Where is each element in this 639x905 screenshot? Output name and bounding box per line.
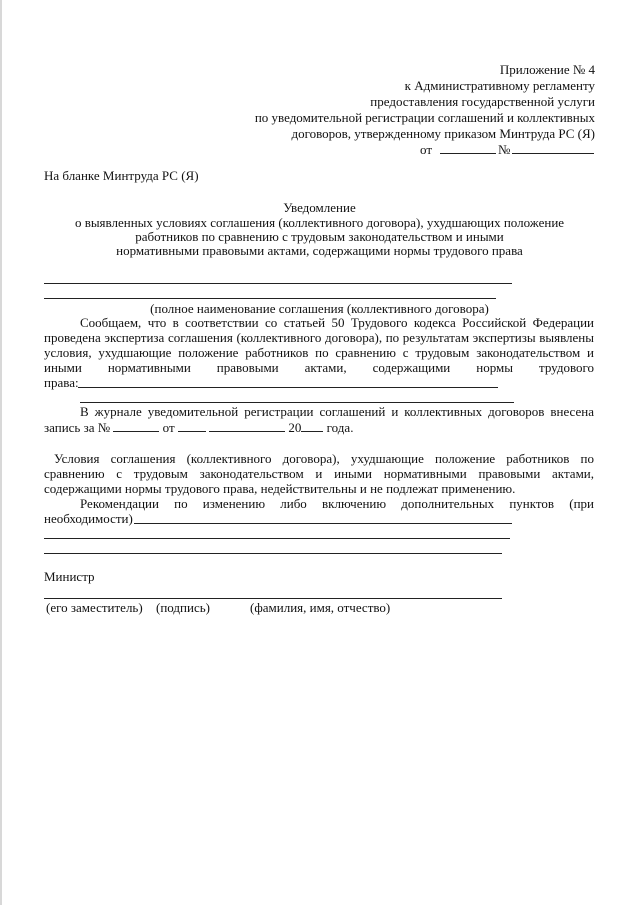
conditions-blank-2 — [80, 402, 514, 403]
para1-line-3: условия, ухудшающие положение работников по сравнению с трудовым законодательством и — [44, 345, 594, 360]
para3-line-1: Условия соглашения (коллективного договора), ухудшающие положение работников по — [54, 451, 594, 466]
record-number-blank — [113, 420, 159, 432]
header-appendix-number: Приложение № 4 — [499, 62, 595, 77]
notice-subtitle-2: работников по сравнению с трудовым законодательством и иными — [135, 229, 504, 244]
agreement-name-line-2 — [44, 298, 496, 299]
recommendations-blank-3 — [44, 553, 502, 554]
agreement-name-line-1 — [44, 283, 512, 284]
notice-subtitle-3: нормативными правовыми актами, содержащими нормы трудового права — [116, 243, 523, 258]
para2-line-1: В журнале уведомительной регистрации соглашений и коллективных договоров внесена — [80, 404, 594, 419]
header-number-label: № — [498, 142, 511, 157]
header-number-blank — [512, 153, 594, 154]
signature-line — [44, 598, 502, 599]
para3-line-2: сравнению с трудовым законодательством и иными нормативными правовыми актами, — [44, 466, 594, 481]
record-year-suffix: года. — [326, 420, 354, 435]
signature-deputy-caption: (его заместитель) — [46, 600, 143, 615]
header-regulation: к Административному регламенту — [404, 78, 595, 93]
header-date-label: от — [420, 142, 433, 157]
header-order: договоров, утвержденному приказом Минтруда РС (Я) — [291, 126, 595, 141]
header-date-blank — [440, 153, 496, 154]
record-date-label: от — [162, 420, 175, 435]
para1-line-1: Сообщаем, что в соответствии со статьей 50 Трудового кодекса Российской Федерации — [80, 315, 594, 330]
header-service: предоставления государственной услуги — [370, 94, 595, 109]
para1-line-5: права: — [44, 375, 79, 390]
para2-line-2 — [44, 420, 353, 435]
conditions-blank-1 — [78, 387, 498, 388]
signature-name-caption: (фамилия, имя, отчество) — [250, 600, 391, 615]
header-registration: по уведомительной регистрации соглашений и коллективных — [254, 110, 595, 125]
agreement-name-caption: (полное наименование соглашения (коллективного договора) — [150, 301, 489, 316]
para4-line-2: необходимости) — [44, 511, 133, 526]
para4-line-1: Рекомендации по изменению либо включению дополнительных пунктов (при — [80, 496, 594, 511]
para3-line-3: содержащими нормы трудового права, недействительны и не подлежат применению. — [44, 481, 516, 496]
para1-line-2: проведена экспертиза соглашения (коллективного договора), по результатам экспертизы выявлены — [44, 330, 594, 345]
recommendations-blank-1 — [134, 523, 512, 524]
notice-subtitle-1: о выявленных условиях соглашения (коллективного договора), ухудшающих положение — [74, 215, 565, 230]
record-year-blank — [301, 420, 323, 432]
signature-sign-caption: (подпись) — [156, 600, 210, 615]
para1-line-4: иными нормативными правовыми актами, содержащими нормы трудового — [44, 360, 594, 375]
record-day-blank — [178, 420, 206, 432]
record-number-label: запись за № — [44, 420, 111, 435]
scan-edge — [0, 0, 2, 905]
signatory-title: Министр — [44, 569, 95, 584]
notice-title: Уведомление — [283, 200, 356, 215]
letterhead-label: На бланке Минтруда РС (Я) — [44, 168, 199, 183]
record-century: 20 — [288, 420, 302, 435]
recommendations-blank-2 — [44, 538, 510, 539]
record-month-blank — [209, 420, 285, 432]
